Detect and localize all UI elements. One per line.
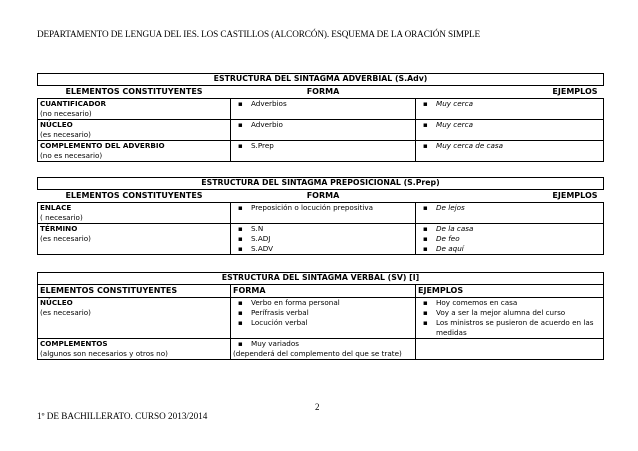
table-row <box>38 339 604 360</box>
col-header-elementos: ELEMENTOS CONSTITUYENTES <box>38 285 231 298</box>
forma-item: ▪ Adverbios <box>251 99 413 109</box>
ejemplo-item: ▪ Muy cerca <box>436 99 601 109</box>
col-header-elementos: ELEMENTOS CONSTITUYENTES <box>65 87 203 96</box>
ejemplo-item: ▪ Muy cerca <box>436 120 601 130</box>
col-header-forma: FORMA <box>306 191 340 200</box>
element-name: CUANTIFICADOR <box>40 99 107 108</box>
element-note: (es necesario) <box>40 234 91 243</box>
adverbial-table <box>37 73 604 162</box>
element-name: COMPLEMENTO DEL ADVERBIO <box>40 141 165 150</box>
preposicional-title: ESTRUCTURA DEL SINTAGMA PREPOSICIONAL (S.Prep) <box>38 178 604 190</box>
page-number: 2 <box>315 402 320 412</box>
preposicional-table <box>37 177 604 255</box>
forma-item: ▪ S.ADJ <box>251 234 413 244</box>
forma-item: ▪ S.N <box>251 224 413 234</box>
element-name: NÚCLEO <box>40 298 73 307</box>
element-name: TÉRMINO <box>40 224 78 233</box>
ejemplo-item: ▪ De lejos <box>436 203 601 213</box>
page-footer: 1º DE BACHILLERATO. CURSO 2013/2014 <box>37 411 208 421</box>
ejemplo-item: ▪ Hoy comemos en casa <box>436 298 601 308</box>
table-row <box>38 99 604 120</box>
element-name: COMPLEMENTOS <box>40 339 108 348</box>
ejemplo-item: ▪ De la casa <box>436 224 601 234</box>
forma-item: ▪ Verbo en forma personal <box>251 298 413 308</box>
forma-item: ▪ Locución verbal <box>251 318 413 328</box>
col-header-forma: FORMA <box>231 285 416 298</box>
ejemplo-item: ▪ De aquí <box>436 244 601 254</box>
table-row <box>38 141 604 162</box>
element-name: ENLACE <box>40 203 72 212</box>
element-note: (es necesario) <box>40 308 91 317</box>
adverbial-title: ESTRUCTURA DEL SINTAGMA ADVERBIAL (S.Adv) <box>38 74 604 86</box>
forma-item: ▪ S.Prep <box>251 141 413 151</box>
ejemplo-item: ▪ De feo <box>436 234 601 244</box>
col-header-ejemplos: EJEMPLOS <box>416 285 604 298</box>
element-name: NÚCLEO <box>40 120 73 129</box>
forma-item: ▪ Preposición o locución prepositiva <box>251 203 413 213</box>
forma-item: ▪ Muy variados <box>251 339 413 349</box>
forma-item: ▪ Perífrasis verbal <box>251 308 413 318</box>
page-header: DEPARTAMENTO DE LENGUA DEL IES. LOS CASTILLOS (ALCORCÓN). ESQUEMA DE LA ORACIÓN SIMPLE <box>37 29 481 39</box>
col-header-ejemplos: EJEMPLOS <box>552 191 598 200</box>
ejemplo-item: ▪ Muy cerca de casa <box>436 141 601 151</box>
table-row <box>38 120 604 141</box>
forma-item: ▪ Adverbio <box>251 120 413 130</box>
verbal-title: ESTRUCTURA DEL SINTAGMA VERBAL (SV) [I] <box>38 273 604 285</box>
element-note: (algunos son necesarios y otros no) <box>40 349 168 358</box>
table-row <box>38 298 604 339</box>
ejemplo-item: ▪ Voy a ser la mejor alumna del curso <box>436 308 601 318</box>
ejemplo-item: ▪ Los ministros se pusieron de acuerdo en las medidas <box>436 318 601 338</box>
element-note: (no necesario) <box>40 109 92 118</box>
table-row <box>38 203 604 224</box>
element-note: (no es necesario) <box>40 151 103 160</box>
forma-note: (dependerá del complemento del que se trate) <box>233 349 402 358</box>
verbal-table <box>37 272 604 360</box>
element-note: (es necesario) <box>40 130 91 139</box>
col-header-forma: FORMA <box>306 87 340 96</box>
col-header-elementos: ELEMENTOS CONSTITUYENTES <box>65 191 203 200</box>
element-note: ( necesario) <box>40 213 83 222</box>
forma-item: ▪ S.ADV <box>251 244 413 254</box>
col-header-ejemplos: EJEMPLOS <box>552 87 598 96</box>
table-row <box>38 224 604 255</box>
